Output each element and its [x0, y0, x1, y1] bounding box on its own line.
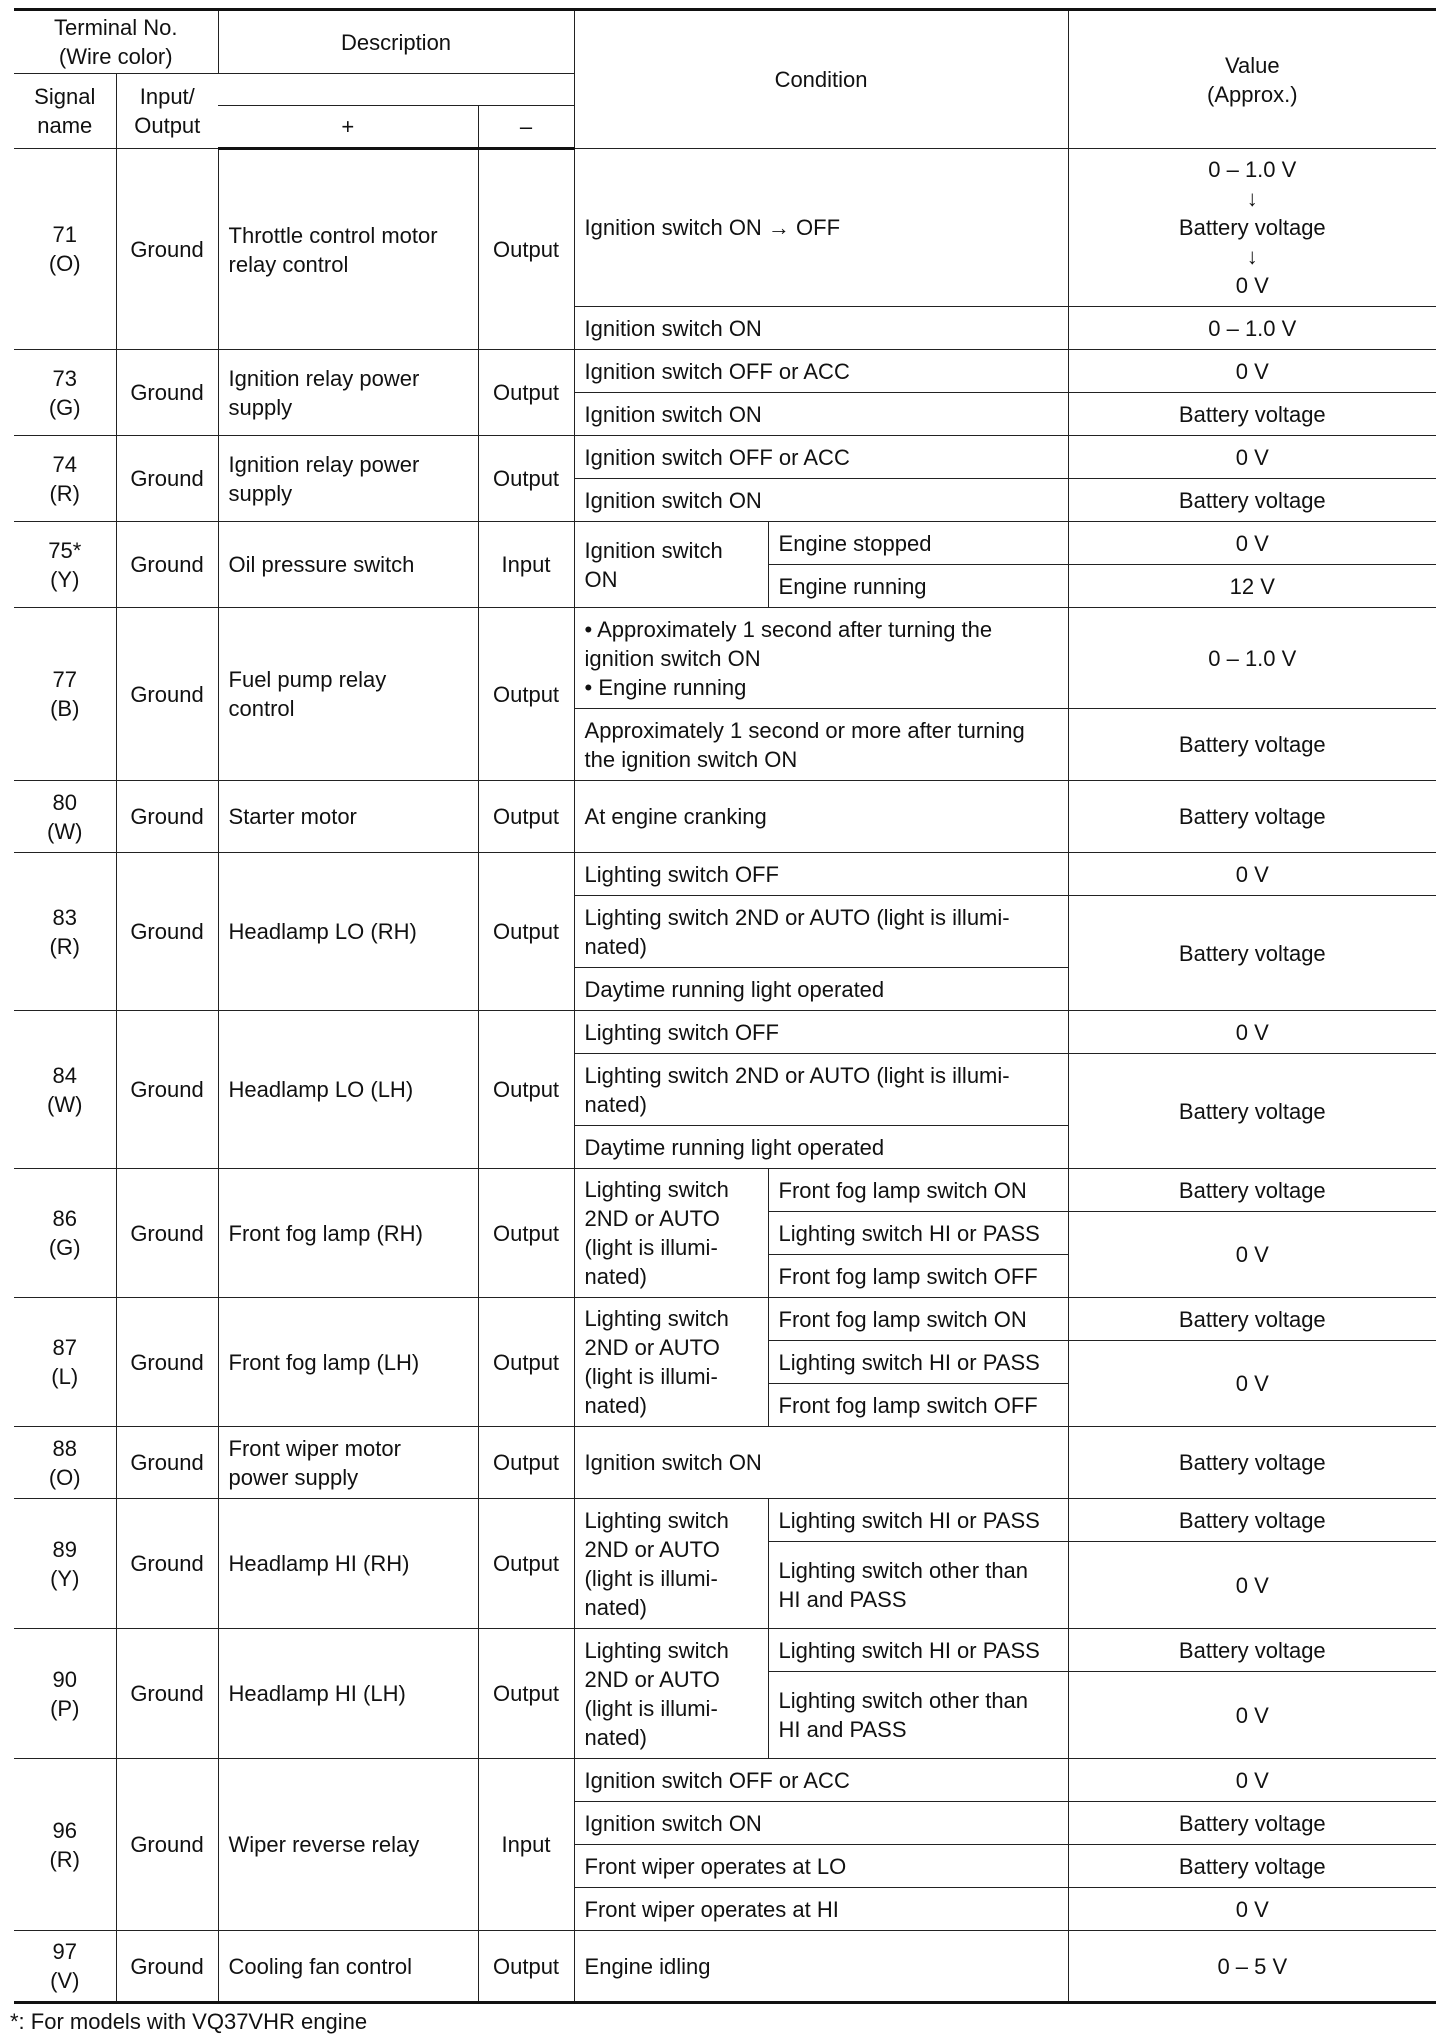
- io-86: Output: [478, 1169, 574, 1298]
- value-96-b: Battery voltage: [1068, 1802, 1436, 1845]
- io-90: Output: [478, 1629, 574, 1759]
- condition-90-a: Lighting switch HI or PASS: [768, 1629, 1068, 1672]
- header-minus: –: [478, 106, 574, 149]
- terminal-74: 74 (R): [14, 436, 116, 522]
- value-77-b: Battery voltage: [1068, 709, 1436, 781]
- ground-97: Ground: [116, 1931, 218, 2003]
- condition-71-b: Ignition switch ON: [574, 307, 1068, 350]
- condition-90-b: Lighting switch other than HI and PASS: [768, 1672, 1068, 1759]
- value-87-a: Battery voltage: [1068, 1298, 1436, 1341]
- value-90-a: Battery voltage: [1068, 1629, 1436, 1672]
- condition-89-b: Lighting switch other than HI and PASS: [768, 1542, 1068, 1629]
- value-88-a: Battery voltage: [1068, 1427, 1436, 1499]
- io-88: Output: [478, 1427, 574, 1499]
- condition-96-b: Ignition switch ON: [574, 1802, 1068, 1845]
- condition-96-a: Ignition switch OFF or ACC: [574, 1759, 1068, 1802]
- io-71: Output: [478, 149, 574, 350]
- value-83-a: 0 V: [1068, 853, 1436, 896]
- value-89-b: 0 V: [1068, 1542, 1436, 1629]
- value-73-b: Battery voltage: [1068, 393, 1436, 436]
- terminal-reference-document: [10, 8, 1436, 2036]
- io-80: Output: [478, 781, 574, 853]
- condition-71-a: Ignition switch ON → OFF: [574, 149, 1068, 307]
- ground-77: Ground: [116, 608, 218, 781]
- value-90-b: 0 V: [1068, 1672, 1436, 1759]
- io-75: Input: [478, 522, 574, 608]
- ground-89: Ground: [116, 1499, 218, 1629]
- terminal-96: 96 (R): [14, 1759, 116, 1931]
- condition-group-89: Lighting switch 2ND or AUTO (light is illumi- nated): [574, 1499, 768, 1629]
- value-96-a: 0 V: [1068, 1759, 1436, 1802]
- ground-86: Ground: [116, 1169, 218, 1298]
- signal-75: Oil pressure switch: [218, 522, 478, 608]
- io-84: Output: [478, 1011, 574, 1169]
- terminal-89: 89 (Y): [14, 1499, 116, 1629]
- condition-77-a: • Approximately 1 second after turning the ignition switch ON • Engine running: [574, 608, 1068, 709]
- header-plus: +: [218, 106, 478, 149]
- condition-87-a: Front fog lamp switch ON: [768, 1298, 1068, 1341]
- header-terminal: Terminal No. (Wire color): [14, 10, 218, 74]
- io-83: Output: [478, 853, 574, 1011]
- signal-88: Front wiper motor power supply: [218, 1427, 478, 1499]
- signal-77: Fuel pump relay control: [218, 608, 478, 781]
- condition-96-c: Front wiper operates at LO: [574, 1845, 1068, 1888]
- signal-80: Starter motor: [218, 781, 478, 853]
- io-73: Output: [478, 350, 574, 436]
- condition-97-a: Engine idling: [574, 1931, 1068, 2003]
- condition-75-a: Engine stopped: [768, 522, 1068, 565]
- signal-71: Throttle control motor relay control: [218, 149, 478, 350]
- signal-83: Headlamp LO (RH): [218, 853, 478, 1011]
- value-96-c: Battery voltage: [1068, 1845, 1436, 1888]
- terminal-88: 88 (O): [14, 1427, 116, 1499]
- value-74-a: 0 V: [1068, 436, 1436, 479]
- terminal-87: 87 (L): [14, 1298, 116, 1427]
- terminal-86: 86 (G): [14, 1169, 116, 1298]
- signal-89: Headlamp HI (RH): [218, 1499, 478, 1629]
- value-86-a: Battery voltage: [1068, 1169, 1436, 1212]
- io-74: Output: [478, 436, 574, 522]
- terminal-84: 84 (W): [14, 1011, 116, 1169]
- ground-74: Ground: [116, 436, 218, 522]
- io-96: Input: [478, 1759, 574, 1931]
- terminal-90: 90 (P): [14, 1629, 116, 1759]
- ecm-terminal-table: [14, 8, 1436, 2004]
- condition-75-b: Engine running: [768, 565, 1068, 608]
- value-86-b: 0 V: [1068, 1212, 1436, 1298]
- signal-74: Ignition relay power supply: [218, 436, 478, 522]
- condition-84-a: Lighting switch OFF: [574, 1011, 1068, 1054]
- value-96-d: 0 V: [1068, 1888, 1436, 1931]
- value-73-a: 0 V: [1068, 350, 1436, 393]
- value-97-a: 0 – 5 V: [1068, 1931, 1436, 2003]
- value-83-b: Battery voltage: [1068, 896, 1436, 1011]
- ground-71: Ground: [116, 149, 218, 350]
- condition-88-a: Ignition switch ON: [574, 1427, 1068, 1499]
- condition-83-b: Lighting switch 2ND or AUTO (light is illumi- nated): [574, 896, 1068, 968]
- ground-80: Ground: [116, 781, 218, 853]
- condition-73-a: Ignition switch OFF or ACC: [574, 350, 1068, 393]
- ground-88: Ground: [116, 1427, 218, 1499]
- io-77: Output: [478, 608, 574, 781]
- signal-97: Cooling fan control: [218, 1931, 478, 2003]
- ground-84: Ground: [116, 1011, 218, 1169]
- value-74-b: Battery voltage: [1068, 479, 1436, 522]
- condition-83-c: Daytime running light operated: [574, 968, 1068, 1011]
- value-77-a: 0 – 1.0 V: [1068, 608, 1436, 709]
- value-75-a: 0 V: [1068, 522, 1436, 565]
- condition-96-d: Front wiper operates at HI: [574, 1888, 1068, 1931]
- value-84-a: 0 V: [1068, 1011, 1436, 1054]
- terminal-71: 71 (O): [14, 149, 116, 350]
- header-signal-name: Signal name: [14, 74, 116, 149]
- header-condition: Condition: [574, 10, 1068, 149]
- condition-73-b: Ignition switch ON: [574, 393, 1068, 436]
- ground-96: Ground: [116, 1759, 218, 1931]
- terminal-75: 75* (Y): [14, 522, 116, 608]
- footnote: *: For models with VQ37VHR engine: [10, 2009, 368, 2034]
- terminal-83: 83 (R): [14, 853, 116, 1011]
- condition-group-87: Lighting switch 2ND or AUTO (light is illumi- nated): [574, 1298, 768, 1427]
- condition-group-90: Lighting switch 2ND or AUTO (light is illumi- nated): [574, 1629, 768, 1759]
- ground-83: Ground: [116, 853, 218, 1011]
- terminal-73: 73 (G): [14, 350, 116, 436]
- value-71-b: 0 – 1.0 V: [1068, 307, 1436, 350]
- condition-74-a: Ignition switch OFF or ACC: [574, 436, 1068, 479]
- condition-87-c: Front fog lamp switch OFF: [768, 1384, 1068, 1427]
- value-84-b: Battery voltage: [1068, 1054, 1436, 1169]
- terminal-77: 77 (B): [14, 608, 116, 781]
- io-89: Output: [478, 1499, 574, 1629]
- signal-73: Ignition relay power supply: [218, 350, 478, 436]
- ground-87: Ground: [116, 1298, 218, 1427]
- condition-group-86: Lighting switch 2ND or AUTO (light is illumi- nated): [574, 1169, 768, 1298]
- condition-80-a: At engine cranking: [574, 781, 1068, 853]
- io-97: Output: [478, 1931, 574, 2003]
- value-71-a: 0 – 1.0 V ↓ Battery voltage ↓ 0 V: [1068, 149, 1436, 307]
- terminal-97: 97 (V): [14, 1931, 116, 2003]
- condition-group-75: Ignition switch ON: [574, 522, 768, 608]
- condition-74-b: Ignition switch ON: [574, 479, 1068, 522]
- header-input-output: Input/ Output: [116, 74, 218, 149]
- condition-86-c: Front fog lamp switch OFF: [768, 1255, 1068, 1298]
- condition-86-b: Lighting switch HI or PASS: [768, 1212, 1068, 1255]
- value-89-a: Battery voltage: [1068, 1499, 1436, 1542]
- value-75-b: 12 V: [1068, 565, 1436, 608]
- condition-86-a: Front fog lamp switch ON: [768, 1169, 1068, 1212]
- header-description: Description: [218, 10, 574, 74]
- value-87-b: 0 V: [1068, 1341, 1436, 1427]
- condition-77-b: Approximately 1 second or more after turning the ignition switch ON: [574, 709, 1068, 781]
- condition-87-b: Lighting switch HI or PASS: [768, 1341, 1068, 1384]
- ground-73: Ground: [116, 350, 218, 436]
- header-value: Value (Approx.): [1068, 10, 1436, 149]
- condition-83-a: Lighting switch OFF: [574, 853, 1068, 896]
- ground-75: Ground: [116, 522, 218, 608]
- io-87: Output: [478, 1298, 574, 1427]
- condition-84-c: Daytime running light operated: [574, 1126, 1068, 1169]
- signal-86: Front fog lamp (RH): [218, 1169, 478, 1298]
- signal-84: Headlamp LO (LH): [218, 1011, 478, 1169]
- condition-84-b: Lighting switch 2ND or AUTO (light is illumi- nated): [574, 1054, 1068, 1126]
- terminal-80: 80 (W): [14, 781, 116, 853]
- signal-90: Headlamp HI (LH): [218, 1629, 478, 1759]
- value-80-a: Battery voltage: [1068, 781, 1436, 853]
- signal-96: Wiper reverse relay: [218, 1759, 478, 1931]
- ground-90: Ground: [116, 1629, 218, 1759]
- condition-89-a: Lighting switch HI or PASS: [768, 1499, 1068, 1542]
- signal-87: Front fog lamp (LH): [218, 1298, 478, 1427]
